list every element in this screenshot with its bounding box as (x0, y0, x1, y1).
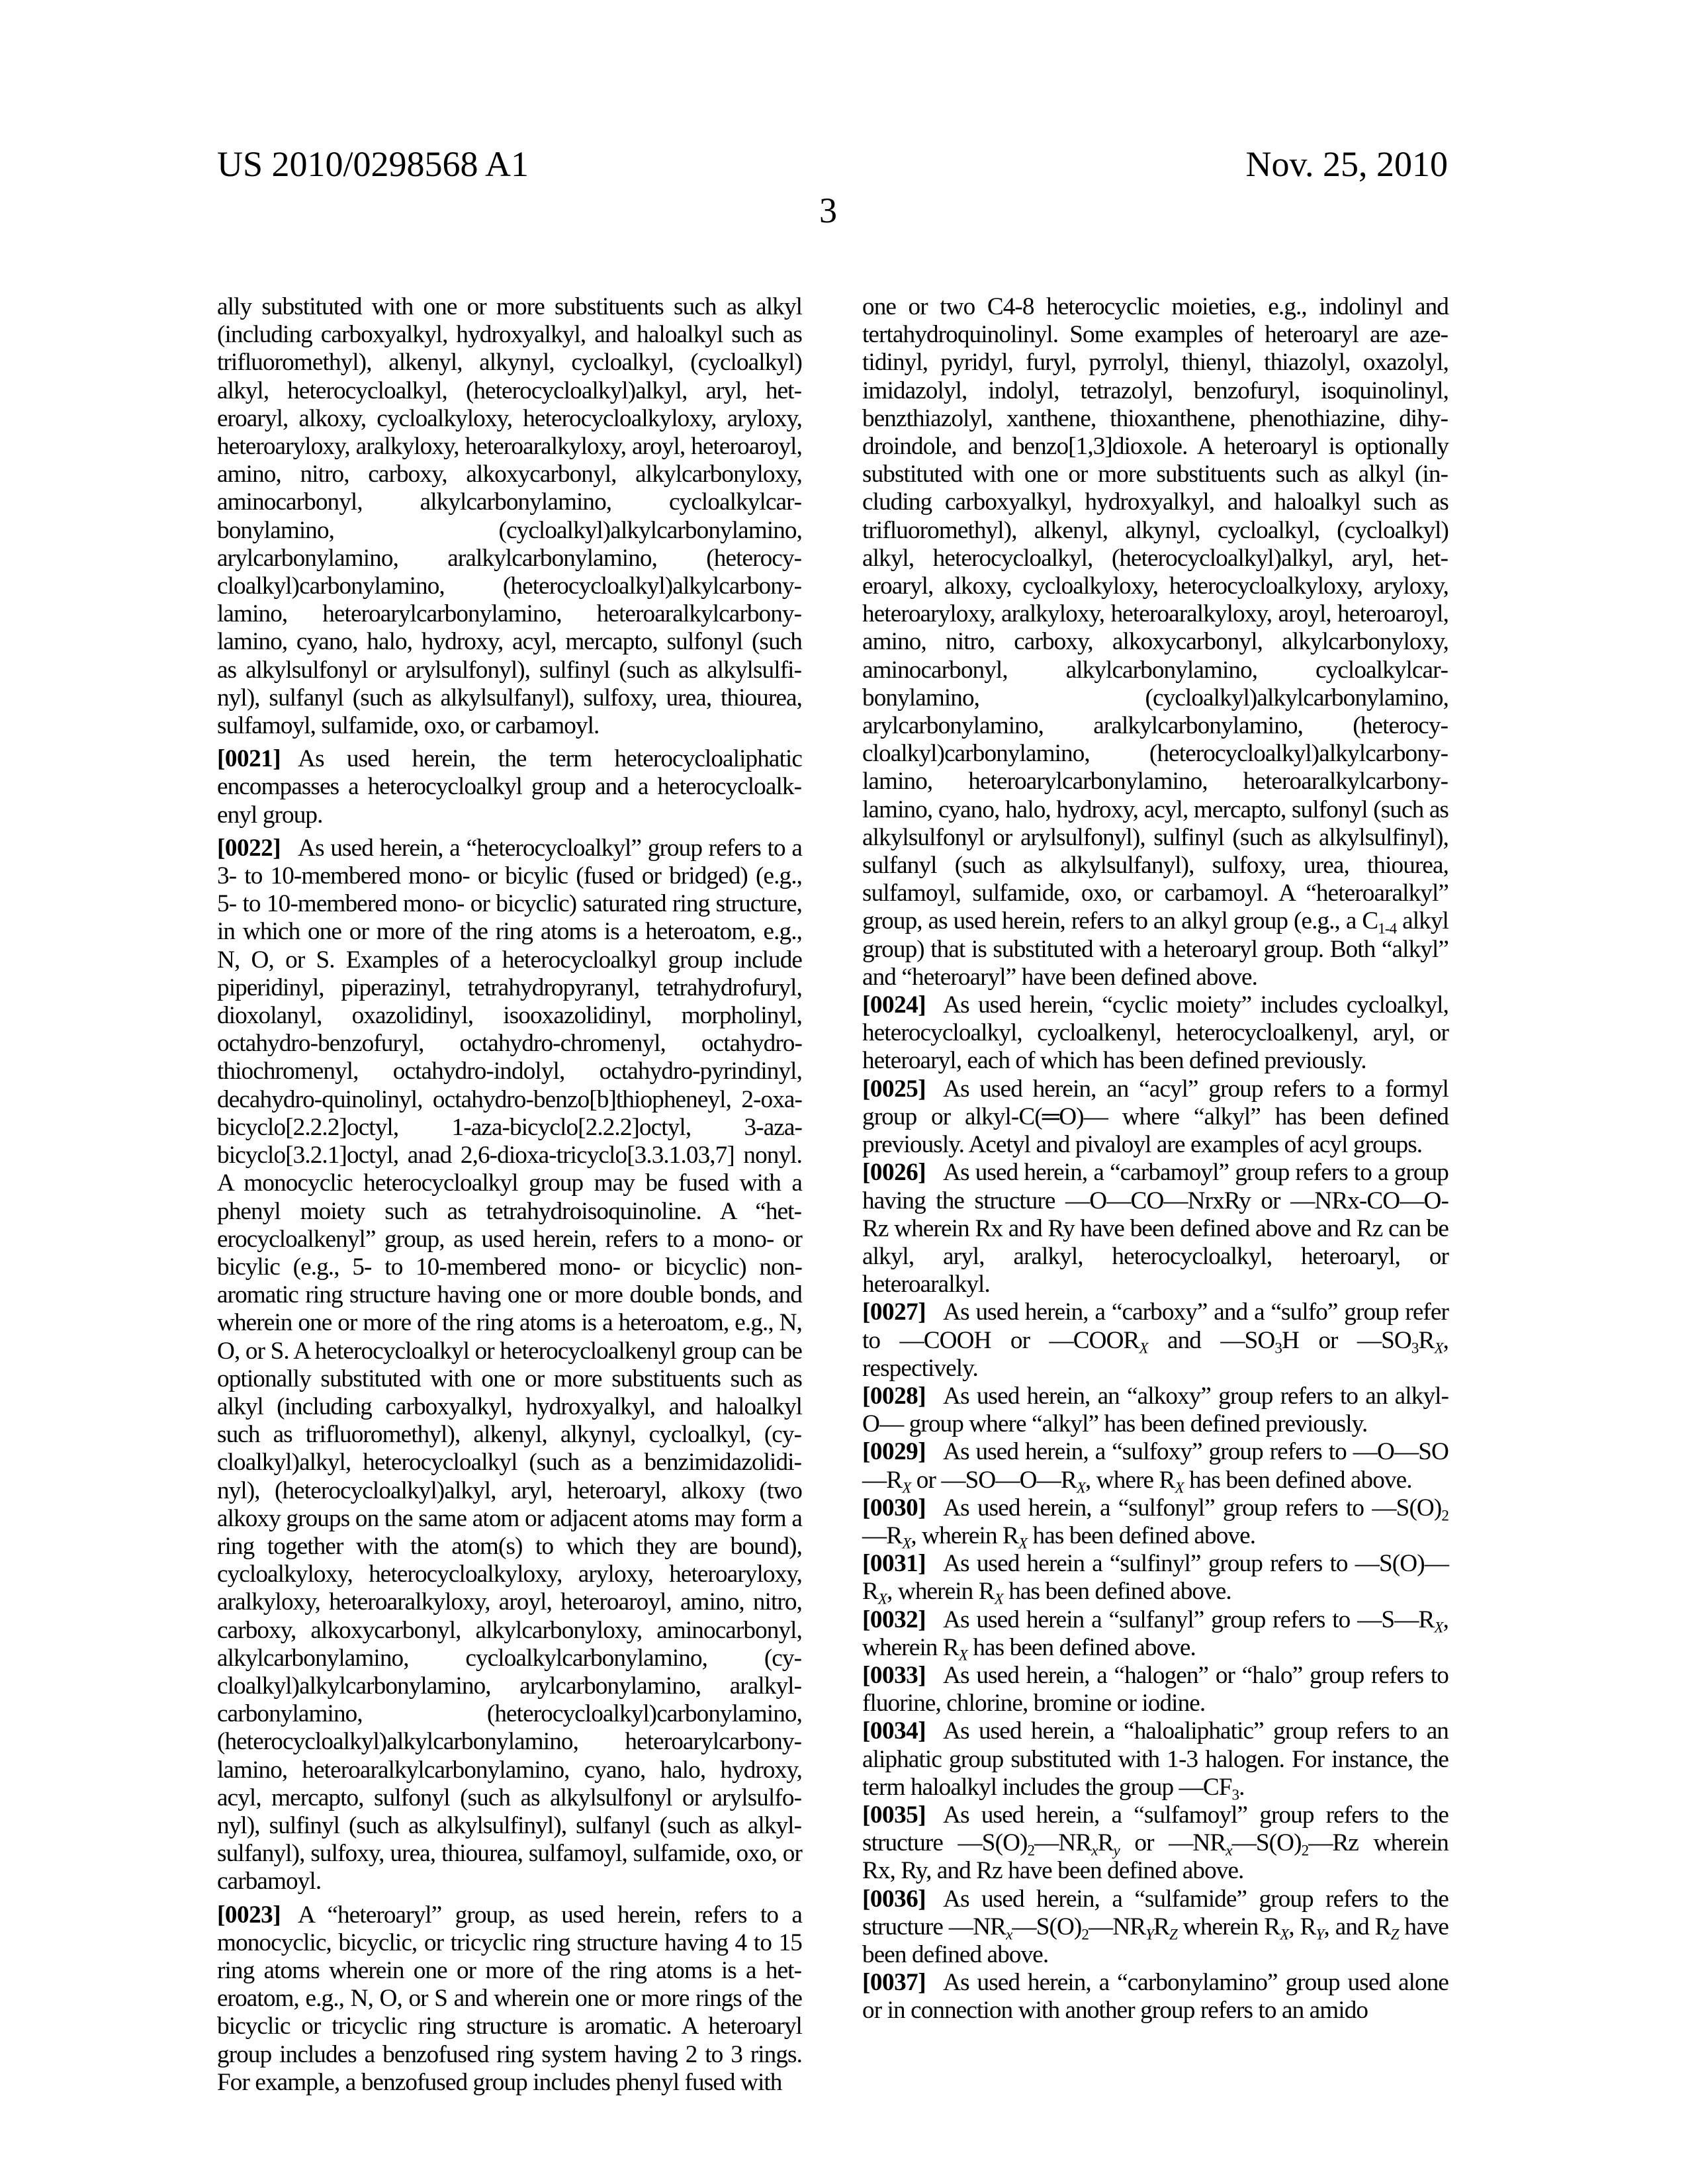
paragraph-number: [0036] (862, 1885, 926, 1913)
subscript: 3 (1231, 1786, 1239, 1803)
paragraph-number: [0021] (217, 745, 281, 773)
paragraph-text: As used herein, a “carbonylamino” group used alone or in connection with another group refers to an amido (862, 1969, 1449, 2025)
paragraph-0036 (862, 1886, 1449, 1970)
paragraph-text: As used herein, “cyclic moiety” includes cycloalkyl, heterocycloalkyl, cycloalkenyl, heterocycloalkenyl, aryl, or heteroaryl, each of which has been defined previously. (862, 991, 1449, 1075)
publication-date: Nov. 25, 2010 (1245, 144, 1448, 184)
text-run: has been defined above. (1027, 1522, 1256, 1549)
paragraph-text (862, 1438, 1449, 1496)
text-run: , respectively. (862, 1326, 1449, 1382)
subscript: Z (1169, 1925, 1177, 1943)
paragraph-text: A “heteroaryl” group, as used herein, refers to a monocyclic, bicyclic, or tricyclic ring structure having 4 to 15 ring atoms wherein one or more of the ring atoms is a heteroatom, e.g., N, O, or S and wherein one or more rings of the bicyclic or tricyclic ring structure is aromatic. A heteroaryl group includes a benzofused ring system having 2 to 3 rings. For example, a benzofused group includes phenyl fused with (217, 1901, 802, 2096)
text-run: —NR (1089, 1913, 1146, 1940)
paragraph-text: As used herein, a “heterocycloalkyl” group refers to a 3- to 10-membered mono- or bicylic (fused or bridged) (e.g., 5- to 10-membered mono- or bicyclic) saturated ring structure, in which one or more of the ring atoms is a heteroatom, e.g., N, O, or S. Examples of a heterocycloalkyl group include piperidinyl, piperazinyl, tetrahydropyranyl, tetrahydrofuryl, dioxolanyl, oxazolidinyl, isooxazolidinyl, morpholinyl, octahydro-benzofuryl, octahydro-chromenyl, octahydro-thiochromenyl, octahydro-indolyl, octahydro-pyrindinyl, decahydro-quinolinyl, octahydro-benzo[b]thiopheneyl, 2-oxa-bicyclo[2.2.2]octyl, 1-aza-bicyclo[2.2.2]octyl, 3-aza-bicyclo[3.2.1]octyl, anad 2,6-dioxa-tricyclo[3.3.1.03,7] nonyl. A monocyclic heterocycloalkyl group may be fused with a phenyl moiety such as tetrahydroisoquinoline. A “heterocycloalkenyl” group, as used herein, refers to a mono- or bicylic (e.g., 5- to 10-membered mono- or bicyclic) non-aromatic ring structure having one or more double bonds, and wherein one or more of the ring atoms is a heteroatom, e.g., N, O, or S. A heterocycloalkyl or heterocycloalkenyl group can be optionally substituted with one or more substituents such as alkyl (including carboxyalkyl, hydroxyalkyl, and haloalkyl such as trifluoromethyl), alkenyl, alkynyl, cycloalkyl, (cycloalkyl)alkyl, heterocycloalkyl (such as a benzimidazolidinyl), (heterocycloalkyl)alkyl, aryl, heteroaryl, alkoxy (two alkoxy groups on the same atom or adjacent atoms may form a ring together with the atom(s) to which they are bound), cycloalkyloxy, heterocycloalkyloxy, aryloxy, heteroaryloxy, aralkyloxy, heteroaralkyloxy, aroyl, heteroaroyl, amino, nitro, carboxy, alkoxycarbonyl, alkylcarbonyloxy, aminocarbonyl, alkylcarbonylamino, cycloalkylcarbonylamino, (cycloalkyl)alkylcarbonylamino, arylcarbonylamino, aralkylcarbonylamino, (heterocycloalkyl)carbonylamino, (heterocycloalkyl)alkylcarbonylamino, heteroarylcarbonylamino, heteroaralkylcarbonylamino, cyano, halo, hydroxy, acyl, mercapto, sulfonyl (such as alkylsulfonyl or arylsulfonyl), sulfinyl (such as alkylsulfinyl), sulfanyl (such as alkylsulfanyl), sulfoxy, urea, thiourea, sulfamoyl, sulfamide, oxo, or carbamoyl. (217, 834, 802, 1895)
paragraph-text (862, 1886, 1449, 1968)
text-run: , wherein R (862, 1606, 1449, 1661)
paragraph-number: [0027] (862, 1298, 926, 1326)
subscript: y (1113, 1841, 1120, 1859)
paragraph-0027 (862, 1298, 1449, 1383)
paragraph-0030 (862, 1494, 1449, 1550)
text-run: R (1153, 1913, 1170, 1940)
subscript: X (1280, 1925, 1289, 1943)
subscript: 2 (1441, 1506, 1449, 1524)
paragraph-text: As used herein, a “halogen” or “halo” group refers to fluorine, chlorine, bromine or iodine. (862, 1661, 1449, 1717)
paragraph-0025 (862, 1075, 1449, 1160)
text-run: . (1239, 1773, 1245, 1801)
subscript: X (1434, 1617, 1443, 1635)
paragraph-number: [0037] (862, 1969, 926, 1997)
subscript: Y (1315, 1925, 1324, 1943)
text-run: , wherein R (911, 1522, 1018, 1549)
text-run: , wherein R (887, 1578, 995, 1606)
paragraph-text: As used herein, an “alkoxy” group refers to an alkyl-O— group where “alkyl” has been defined previously. (862, 1382, 1449, 1438)
text-run: R (1097, 1829, 1114, 1857)
paragraph-0037 (862, 1969, 1449, 2025)
text-run: , and R (1323, 1913, 1391, 1940)
paragraph-number: [0034] (862, 1717, 926, 1745)
paragraph-0032 (862, 1606, 1449, 1662)
text-run: —NR (1034, 1829, 1092, 1857)
subscript: 2 (1081, 1925, 1089, 1943)
text-run: As used herein a “sulfinyl” group refers to —S(O)—R (862, 1550, 1449, 1606)
paragraph-text (862, 1606, 1449, 1664)
paragraph-text: alkyl group) that is substituted with a heteroaryl group. Both “alkyl” and “heteroaryl” have been defined above. (862, 907, 1449, 991)
paragraph-text (862, 1717, 1449, 1803)
text-run: H or —SO (1282, 1326, 1411, 1354)
text-run: has been defined above. (967, 1633, 1196, 1661)
paragraph-number: [0022] (217, 834, 281, 862)
publication-number: US 2010/0298568 A1 (217, 144, 529, 184)
paragraph-number: [0031] (862, 1550, 926, 1578)
paragraph-number: [0024] (862, 991, 926, 1019)
text-run: , R (1288, 1913, 1316, 1940)
paragraph-number: [0028] (862, 1382, 926, 1410)
left-column (217, 293, 802, 2102)
subscript: X (994, 1590, 1003, 1608)
paragraph-number: [0035] (862, 1801, 926, 1829)
subscript: X (1076, 1478, 1086, 1496)
text-run: As used herein, a “sulfonyl” group refers to —S(O) (943, 1494, 1442, 1522)
subscript: X (902, 1534, 911, 1552)
subscript: Z (1390, 1925, 1399, 1943)
paragraph-number: [0032] (862, 1606, 926, 1633)
text-run: As used herein a “sulfanyl” group refers to —S—R (943, 1606, 1435, 1633)
subscript: X (1175, 1478, 1184, 1496)
paragraph-text: ally substituted with one or more substituents such as alkyl (including carboxyalkyl, hydroxyalkyl, and haloalkyl such as trifluoromethyl), alkenyl, alkynyl, cycloalkyl, (cycloalkyl) alkyl, heterocycloalkyl, (heterocycloalkyl)alkyl, aryl, heteroaryl, alkoxy, cycloalkyloxy, heterocycloalkyloxy, aryloxy, heteroaryloxy, aralkyloxy, heteroaralkyloxy, aroyl, heteroaroyl, amino, nitro, carboxy, alkoxycarbonyl, alkylcarbonyloxy, aminocarbonyl, alkylcarbonylamino, cycloalkylcarbonylamino, (cycloalkyl)alkylcarbonylamino, arylcarbonylamino, aralkylcarbonylamino, (heterocycloalkyl)carbonylamino, (heterocycloalkyl)alkylcarbonylamino, heteroarylcarbonylamino, heteroaralkylcarbonylamino, cyano, halo, hydroxy, acyl, mercapto, sulfonyl (such as alkylsulfonyl or arylsulfonyl), sulfinyl (such as alkylsulfinyl), sulfanyl (such as alkylsulfanyl), sulfoxy, urea, thiourea, sulfamoyl, sulfamide, oxo, or carbamoyl. (217, 293, 802, 740)
subscript: X (877, 1590, 887, 1608)
text-run: —Rz wherein Rx, Ry, and Rz have been defined above. (862, 1829, 1449, 1885)
paragraph-number: [0023] (217, 1901, 281, 1929)
subscript: X (1018, 1534, 1028, 1552)
text-run: wherein R (1177, 1913, 1280, 1940)
paragraph-0035 (862, 1801, 1449, 1886)
paragraph-text: one or two C4-8 heterocyclic moieties, e.g., indolinyl and tertahydroquinolinyl. Some examples of heteroaryl are azetidinyl, pyridyl, furyl, pyrrolyl, thienyl, thiazolyl, oxazolyl, imidazolyl, indolyl, tetrazolyl, benzofuryl, isoquinolinyl, benzthiazolyl, xanthene, thioxanthene, phenothiazine, dihydroindole, and benzo[1,3]dioxole. A heteroaryl is optionally substituted with one or more substituents such as alkyl (including carboxyalkyl, hydroxyalkyl, and haloalkyl such as trifluoromethyl), alkenyl, alkynyl, cycloalkyl, (cycloalkyl) alkyl, heterocycloalkyl, (heterocycloalkyl)alkyl, aryl, heteroaryl, alkoxy, cycloalkyloxy, heterocycloalkyloxy, aryloxy, heteroaryloxy, aralkyloxy, heteroaralkyloxy, aroyl, heteroaroyl, amino, nitro, carboxy, alkoxycarbonyl, alkylcarbonyloxy, aminocarbonyl, alkylcarbonylamino, cycloalkylcarbonylamino, (cycloalkyl)alkylcarbonylamino, arylcarbonylamino, aralkylcarbonylamino, (heterocycloalkyl)carbonylamino, (heterocycloalkyl)alkylcarbonylamino, heteroarylcarbonylamino, heteroaralkylcarbonylamino, cyano, halo, hydroxy, acyl, mercapto, sulfonyl (such as alkylsulfonyl or arylsulfonyl), sulfinyl (such as alkylsulfinyl), sulfanyl (such as alkylsulfanyl), sulfoxy, urea, thiourea, sulfamoyl, sulfamide, oxo, or carbamoyl. A “heteroaralkyl” group, as used herein, refers to an alkyl group (e.g., a C (862, 293, 1449, 935)
text-run: has been defined above. (1183, 1466, 1412, 1494)
paragraph-text: As used herein, a “carbamoyl” group refers to a group having the structure —O—CO—NrxRy or —NRx-CO—O-Rz wherein Rx and Ry have been defined above and Rz can be alkyl, aryl, aralkyl, heterocycloalkyl, heteroaryl, or heteroaralkyl. (862, 1159, 1449, 1298)
text-run: —R (862, 1522, 903, 1549)
subscript: X (1434, 1338, 1443, 1356)
text-run: , where R (1085, 1466, 1175, 1494)
page-number: 3 (819, 191, 837, 230)
right-column (862, 293, 1449, 2025)
subscript: 3 (1274, 1338, 1282, 1356)
subscript: x (1006, 1925, 1012, 1943)
text-run: As used herein, a “sulfamoyl” group refers to the structure —S(O) (862, 1801, 1449, 1857)
paragraph-0031 (862, 1550, 1449, 1606)
paragraph-text (862, 1494, 1449, 1552)
text-run: —S(O) (1012, 1913, 1082, 1940)
text-run: As used herein, a “carboxy” and a “sulfo” group refer to —COOH or —COOR (862, 1298, 1449, 1354)
subscript: 3 (1411, 1338, 1419, 1356)
paragraph-0028 (862, 1383, 1449, 1438)
paragraph-text: As used herein, the term heterocycloaliphatic encompasses a heterocycloalkyl group and a heterocycloalkenyl group. (217, 745, 802, 829)
subscript: x (1226, 1841, 1232, 1859)
text-run: and —SO (1147, 1326, 1275, 1354)
paragraph-text (862, 1801, 1449, 1884)
paragraph-0023 (217, 1901, 802, 2097)
text-run: —S(O) (1231, 1829, 1302, 1857)
subscript: X (958, 1646, 967, 1664)
text-run: has been defined above. (1003, 1578, 1231, 1606)
paragraph-number: [0033] (862, 1661, 926, 1689)
subscript: X (902, 1478, 911, 1496)
paragraph-text (862, 1550, 1449, 1608)
paragraph-text: As used herein, an “acyl” group refers to a formyl group or alkyl-C(═O)— where “alkyl” has been defined previously. Acetyl and pivaloyl are examples of acyl groups. (862, 1075, 1449, 1159)
paragraph-0026 (862, 1159, 1449, 1298)
paragraph-number: [0025] (862, 1075, 926, 1103)
subscript: X (1139, 1338, 1148, 1356)
text-run: or —NR (1119, 1829, 1226, 1857)
paragraph-0022 (217, 835, 802, 1896)
text-run: or —SO—O—R (911, 1466, 1077, 1494)
paragraph-0024 (862, 991, 1449, 1075)
paragraph-number: [0026] (862, 1159, 926, 1187)
paragraph-0029 (862, 1438, 1449, 1494)
subscript: 2 (1301, 1841, 1309, 1859)
text-run: have been defined above. (862, 1913, 1449, 1968)
paragraph-0021 (217, 745, 802, 829)
subscript: x (1091, 1841, 1098, 1859)
subscript: Y (1145, 1925, 1154, 1943)
text-run: As used herein, a “sulfamide” group refers to the structure —NR (862, 1885, 1449, 1940)
paragraph-0033 (862, 1662, 1449, 1717)
paragraph-number: [0030] (862, 1494, 926, 1522)
text-run: R (1418, 1326, 1435, 1354)
paragraph-number: [0029] (862, 1438, 926, 1466)
paragraph-text (862, 1298, 1449, 1381)
paragraph-continued (217, 293, 802, 740)
text-run: As used herein, a “haloaliphatic” group refers to an aliphatic group substituted with 1-3 halogen. For instance, the term haloalkyl includes the group —CF (862, 1717, 1449, 1801)
paragraph-0034 (862, 1717, 1449, 1801)
subscript: 2 (1027, 1841, 1035, 1859)
text-run: As used herein, a “sulfoxy” group refers to —O—SO—R (862, 1438, 1449, 1494)
paragraph-continued (862, 293, 1449, 991)
subscript: 1-4 (1378, 919, 1397, 937)
